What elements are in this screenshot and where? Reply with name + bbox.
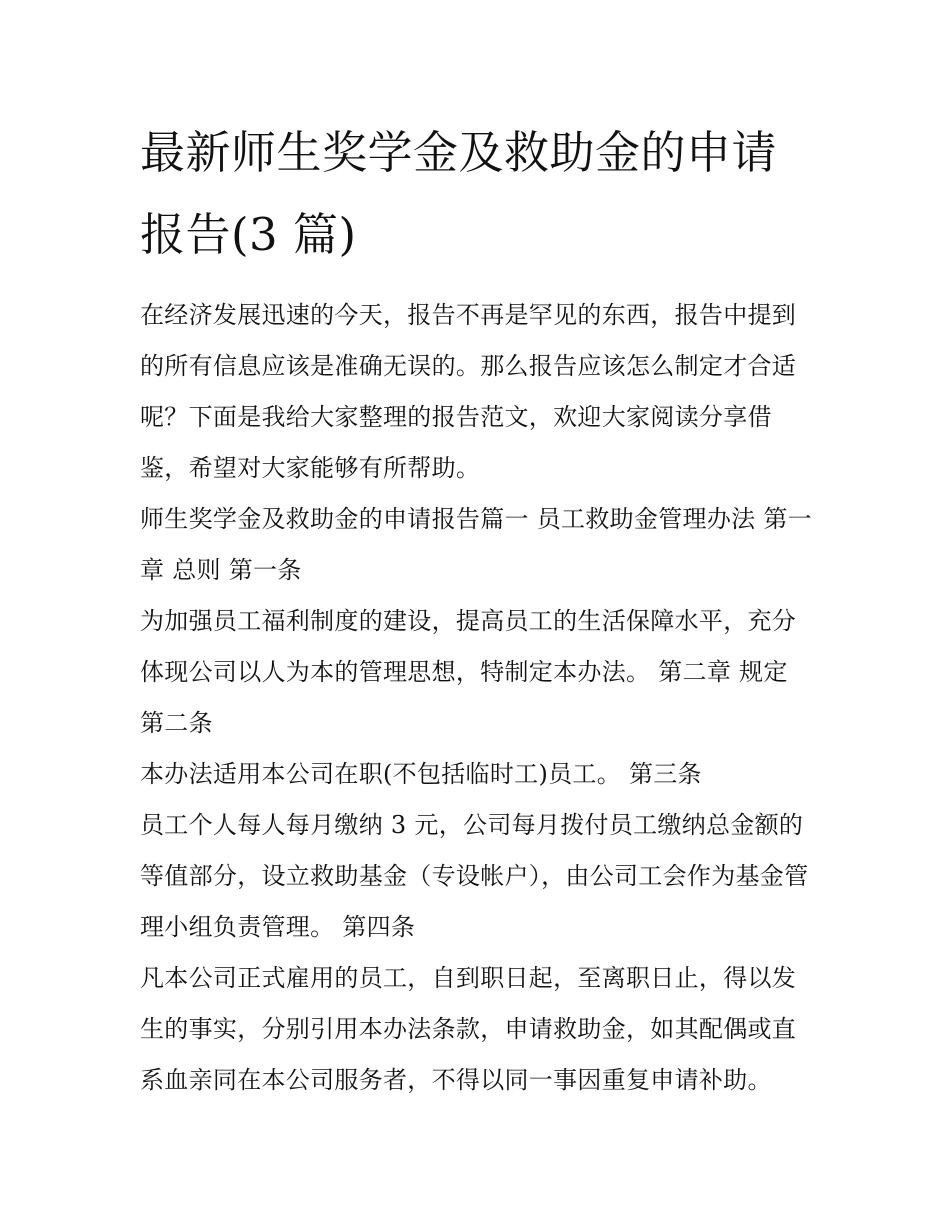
article-four-paragraph: 凡本公司正式雇用的员工，自到职日起，至离职日止，得以发生的事实，分别引用本办法条款，申请救助金，如其配偶或直系血亲同在本公司服务者，不得以同一事因重复申请补助。 — [140, 964, 797, 1094]
article-two-paragraph: 本办法适用本公司在职(不包括临时工)员工。 第三条 — [140, 760, 702, 788]
document-page — [140, 112, 815, 1106]
article-one-paragraph: 为加强员工福利制度的建设，提高员工的生活保障水平，充分体现公司以人为本的管理思想，特制定本办法。 第二章 规定 第二条 — [140, 607, 797, 737]
section-heading-paragraph: 师生奖学金及救助金的申请报告篇一 员工救助金管理办法 第一章 总则 第一条 — [140, 505, 812, 584]
article-three-paragraph: 员工个人每人每月缴纳 3 元，公司每月拨付员工缴纳总金额的等值部分，设立救助基金（专设帐户），由公司工会作为基金管理小组负责管理。 第四条 — [140, 811, 809, 941]
document-title: 最新师生奖学金及救助金的申请报告(3 篇) — [140, 126, 778, 261]
intro-paragraph: 在经济发展迅速的今天，报告不再是罕见的东西，报告中提到的所有信息应该是准确无误的。那么报告应该怎么制定才合适呢？下面是我给大家整理的报告范文，欢迎大家阅读分享借鉴，希望对大家能够有所帮助。 — [140, 301, 797, 482]
